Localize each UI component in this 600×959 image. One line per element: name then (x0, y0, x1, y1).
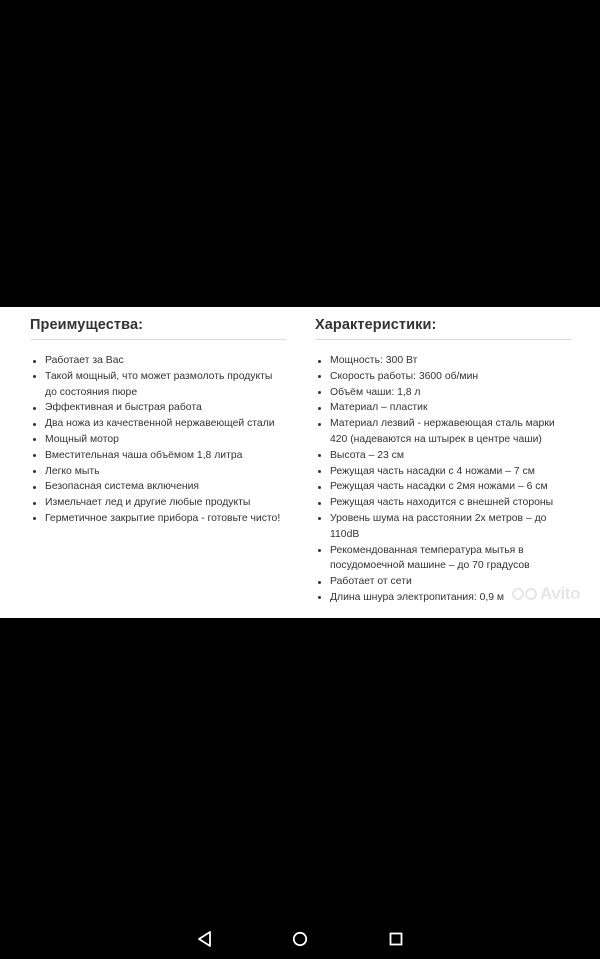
list-item: Материал лезвий - нержавеющая сталь марки 420 (надеваются на штырек в центре чаши) (315, 416, 571, 448)
list-item: Мощный мотор (30, 432, 286, 448)
list-item: Рекомендованная температура мытья в посудомоечной машине – до 70 градусов (315, 543, 571, 575)
specs-heading: Характеристики: (315, 317, 571, 340)
list-item: Объём чаши: 1,8 л (315, 385, 571, 401)
list-item: Режущая часть находится с внешней стороны (315, 495, 571, 511)
watermark-text: Avito (540, 584, 581, 603)
back-icon[interactable] (196, 930, 214, 948)
list-item: Герметичное закрытие прибора - готовьте чисто! (30, 511, 286, 527)
list-item: Измельчает лед и другие любые продукты (30, 495, 286, 511)
list-item: Режущая часть насадки с 4 ножами – 7 см (315, 464, 571, 480)
list-item: Два ножа из качественной нержавеющей стали (30, 416, 286, 432)
list-item: Режущая часть насадки с 2мя ножами – 6 см (315, 479, 571, 495)
list-item: Материал – пластик (315, 400, 571, 416)
specs-section (315, 317, 571, 606)
product-description-image (0, 307, 600, 618)
system-navigation-bar (0, 917, 600, 959)
specs-list (315, 353, 571, 606)
list-item: Легко мыть (30, 464, 286, 480)
list-item: Такой мощный, что может размолоть продукты до состояния пюре (30, 369, 286, 401)
list-item: Мощность: 300 Вт (315, 353, 571, 369)
list-item: Высота – 23 см (315, 448, 571, 464)
advantages-heading: Преимущества: (30, 317, 286, 340)
list-item: Уровень шума на расстоянии 2х метров – до 110dB (315, 511, 571, 543)
avito-logo-icon (512, 588, 537, 600)
recent-apps-icon[interactable] (387, 930, 405, 948)
list-item: Работает от сети (315, 574, 571, 590)
list-item: Безопасная система включения (30, 479, 286, 495)
list-item: Скорость работы: 3600 об/мин (315, 369, 571, 385)
home-icon[interactable] (291, 930, 309, 948)
list-item: Вместительная чаша объёмом 1,8 литра (30, 448, 286, 464)
list-item: Эффективная и быстрая работа (30, 400, 286, 416)
advantages-section (30, 317, 286, 527)
list-item: Работает за Вас (30, 353, 286, 369)
advantages-list (30, 353, 286, 527)
avito-watermark (512, 583, 580, 605)
list-item: Длина шнура электропитания: 0,9 м (315, 590, 571, 606)
